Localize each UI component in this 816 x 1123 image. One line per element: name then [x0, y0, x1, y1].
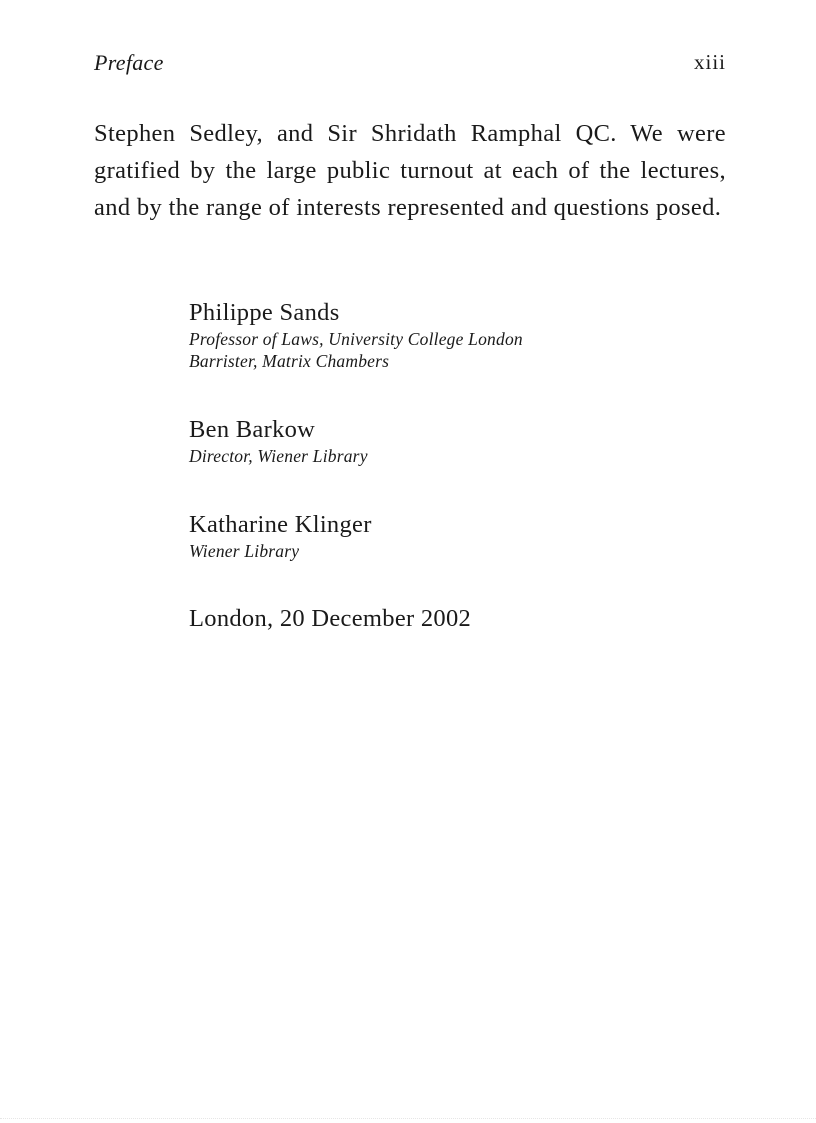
signatory-role: Barrister, Matrix Chambers	[189, 351, 390, 371]
page-number: xiii	[693, 50, 726, 74]
body-paragraph: Stephen Sedley, and Sir Shridath Ramphal QC. We were gratified by the large public turnout at each of the lectures, and by the range of interests represented and questions posed.	[94, 120, 726, 221]
place-and-date: London, 20 December 2002	[189, 605, 472, 632]
page-edge-divider	[0, 1118, 816, 1119]
signatory-role: Director, Wiener Library	[189, 446, 368, 466]
running-head-title: Preface	[94, 50, 164, 75]
signatory-name: Philippe Sands	[189, 299, 340, 326]
signatory-katharine-klinger	[189, 510, 372, 562]
signatory-name: Ben Barkow	[189, 416, 316, 443]
signatory-role: Professor of Laws, University College London	[189, 329, 523, 349]
running-head	[94, 50, 726, 78]
signatory-philippe-sands	[189, 298, 523, 372]
signatory-role: Wiener Library	[189, 541, 300, 561]
signatory-name: Katharine Klinger	[189, 511, 372, 538]
signatory-ben-barkow	[189, 415, 368, 467]
